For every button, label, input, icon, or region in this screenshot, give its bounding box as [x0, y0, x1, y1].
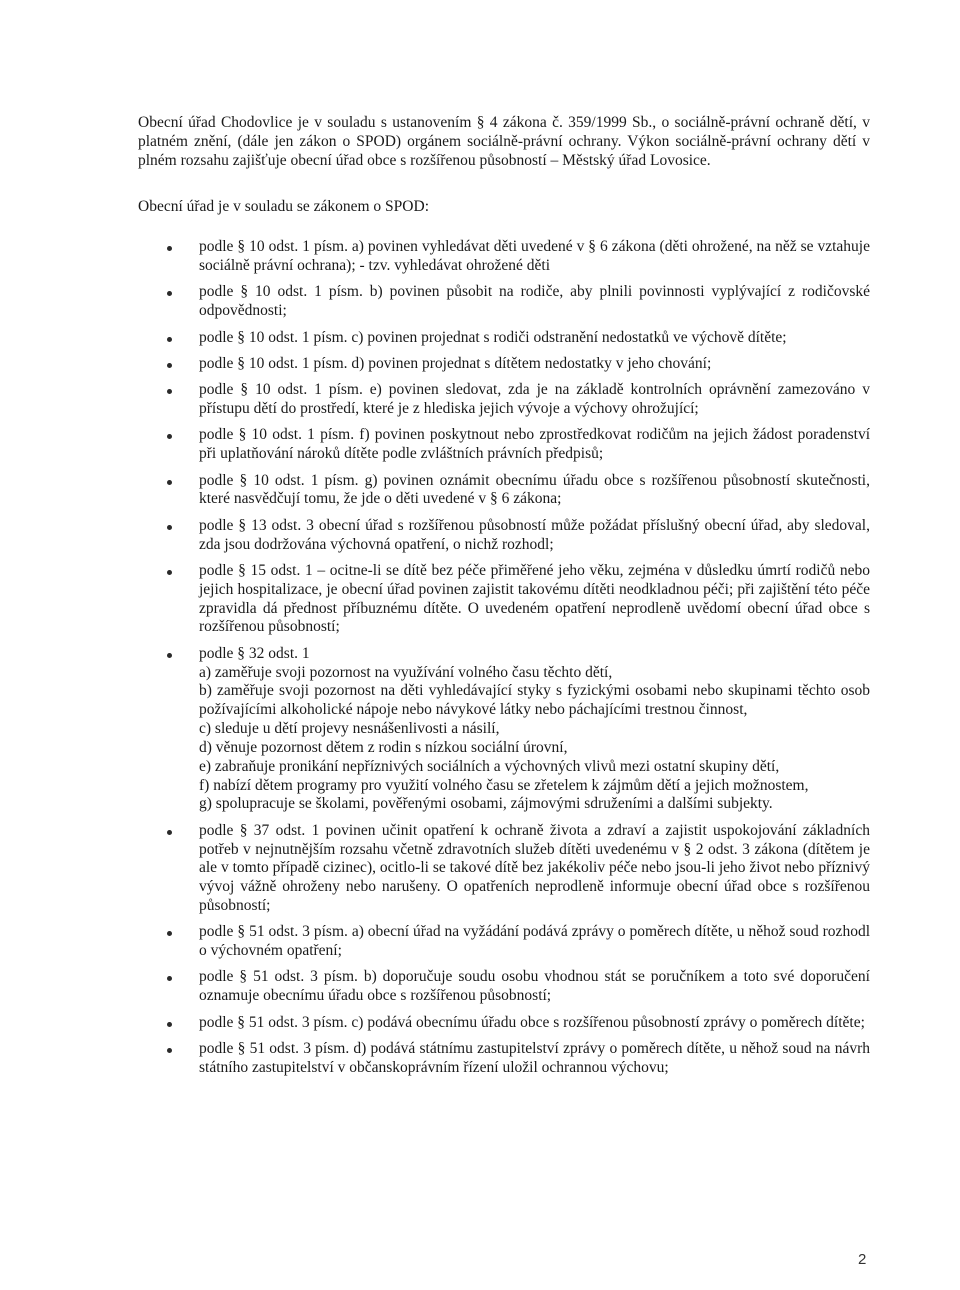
bullet-icon: [167, 246, 172, 251]
list-item: [138, 1040, 870, 1078]
duties-list: [138, 238, 870, 1077]
list-item: [138, 472, 870, 510]
list-item: [138, 923, 870, 961]
sublist-item: b) zaměřuje svoji pozornost na děti vyhledávající styky s fyzickými osobami nebo skupinami těchto osob požívajícími alkoholické nápoje nebo návykové látky nebo páchajícími trestnou činnost,: [199, 682, 870, 719]
bullet-icon: [167, 931, 172, 936]
bullet-icon: [167, 570, 172, 575]
list-item: [138, 822, 870, 916]
list-item-text: podle § 37 odst. 1 povinen učinit opatření k ochraně života a zdraví a zajistit uspokojování základních potřeb v nejnutnějším rozsahu včetně zdravotních služeb dítěti uvedenému v § 2 odst. 3 zákona (dítětem je ale v tomto případě cizinec), ocitlo-li se takové dítě bez jakékoliv péče nebo jsou-li jeho život nebo příznivý vývoj vážně ohroženy nebo narušeny. O opatřeních neprodleně informuje obecní úřad obce s rozšířenou působností;: [199, 821, 870, 914]
sublist-item: e) zabraňuje pronikání nepříznivých sociálních a výchovných vlivů mezi ostatní skupiny dětí,: [199, 757, 780, 775]
bullet-icon: [167, 653, 172, 658]
intro-paragraph: Obecní úřad Chodovlice je v souladu s ustanovením § 4 zákona č. 359/1999 Sb., o sociálně-právní ochraně dětí, v platném znění, (dále jen zákon o SPOD) orgánem sociálně-právní ochrany. Výkon sociálně-právní ochrany dětí v plném rozsahu zajišťuje obecní úřad obce s rozšířenou působností – Městský úřad Lovosice.: [138, 114, 870, 169]
list-item-text: podle § 10 odst. 1 písm. e) povinen sledovat, zda je na základě kontrolních oprávnění zamezováno v přístupu dětí do prostředí, které je z hlediska jejich vývoje a výchovy ohrožující;: [199, 381, 870, 418]
list-item: [138, 426, 870, 464]
sublist-item: c) sleduje u dětí projevy nesnášenlivosti a násilí,: [199, 720, 500, 738]
list-item-text: podle § 10 odst. 1 písm. g) povinen oznámit obecnímu úřadu obce s rozšířenou působností skutečnosti, které nasvědčují tomu, že jde o děti uvedené v § 6 zákona;: [199, 471, 870, 508]
list-item-text: podle § 51 odst. 3 písm. b) doporučuje soudu osobu vhodnou stát se poručníkem a toto své doporučení oznamuje obecnímu úřadu obce s rozšířenou působností;: [199, 968, 870, 1005]
bullet-icon: [167, 1022, 172, 1027]
bullet-icon: [167, 830, 172, 835]
list-item: [138, 238, 870, 276]
list-item: [138, 968, 870, 1006]
list-item-text: podle § 10 odst. 1 písm. d) povinen projednat s dítětem nedostatky v jeho chování;: [199, 354, 712, 372]
list-item-text: podle § 10 odst. 1 písm. c) povinen projednat s rodiči odstranění nedostatků ve výchově dítěte;: [199, 328, 787, 346]
document-body: [138, 114, 870, 1085]
bullet-icon: [167, 1048, 172, 1053]
page-number: 2: [858, 1251, 867, 1268]
list-item-text: podle § 32 odst. 1: [199, 644, 310, 662]
bullet-icon: [167, 525, 172, 530]
list-item-text: podle § 51 odst. 3 písm. d) podává státnímu zastupitelství zprávy o poměrech dítěte, u něhož soud na návrh státního zastupitelství v občanskoprávním řízení uložil ochrannou výchovu;: [199, 1039, 870, 1076]
bullet-icon: [167, 480, 172, 485]
bullet-icon: [167, 389, 172, 394]
list-item-text: podle § 13 odst. 3 obecní úřad s rozšířenou působností může požádat příslušný obecní úřad, aby sledoval, zda jsou dodržována výchovná opatření, o nichž rozhodl;: [199, 516, 870, 553]
list-item: [138, 329, 870, 348]
list-item-section-32: [138, 645, 870, 814]
list-item: [138, 517, 870, 555]
bullet-icon: [167, 363, 172, 368]
list-item-text: podle § 15 odst. 1 – ocitne-li se dítě bez péče přiměřené jeho věku, zejména v důsledku úmrtí rodičů nebo jejich hospitalizace, je obecní úřad povinen zajistit takovému dítěti neodkladnou péči; při zajištění této péče zpravidla dá přednost příbuznému dítěte. O uvedeném opatření neprodleně uvědomí obecní úřad obce s rozšířenou působností;: [199, 561, 870, 636]
list-item: [138, 381, 870, 419]
lead-paragraph: Obecní úřad je v souladu se zákonem o SPOD:: [138, 198, 429, 216]
bullet-icon: [167, 291, 172, 296]
list-item-text: podle § 10 odst. 1 písm. a) povinen vyhledávat děti uvedené v § 6 zákona (děti ohrožené, na něž se vztahuje sociálně právní ochrana); - tzv. vyhledávat ohrožené děti: [199, 238, 870, 275]
bullet-icon: [167, 434, 172, 439]
list-item-text: podle § 51 odst. 3 písm. a) obecní úřad na vyžádání podává zprávy o poměrech dítěte, u něhož soud rozhodl o výchovném opatření;: [199, 923, 870, 960]
list-item: [138, 283, 870, 321]
sublist: [199, 664, 870, 815]
list-item-text: podle § 10 odst. 1 písm. f) povinen poskytnout nebo zprostředkovat rodičům na jejich žádost poradenství při uplatňování nároků dítěte podle zvláštních právních předpisů;: [199, 426, 870, 463]
bullet-icon: [167, 976, 172, 981]
sublist-item: d) věnuje pozornost dětem z rodin s nízkou sociální úrovní,: [199, 738, 568, 756]
list-item: [138, 1014, 870, 1033]
list-item: [138, 562, 870, 637]
bullet-icon: [167, 337, 172, 342]
sublist-item: a) zaměřuje svoji pozornost na využívání volného času těchto dětí,: [199, 663, 613, 681]
list-item-text: podle § 51 odst. 3 písm. c) podává obecnímu úřadu obce s rozšířenou působností zprávy o poměrech dítěte;: [199, 1013, 865, 1031]
sublist-item: g) spolupracuje se školami, pověřenými osobami, zájmovými sdruženími a dalšími subjekty.: [199, 795, 773, 813]
list-item: [138, 355, 870, 374]
sublist-item: f) nabízí dětem programy pro využití volného času se zřetelem k zájmům dětí a jejich možnostem,: [199, 776, 809, 794]
list-item-text: podle § 10 odst. 1 písm. b) povinen působit na rodiče, aby plnili povinnosti vyplývající z rodičovské odpovědnosti;: [199, 283, 870, 320]
